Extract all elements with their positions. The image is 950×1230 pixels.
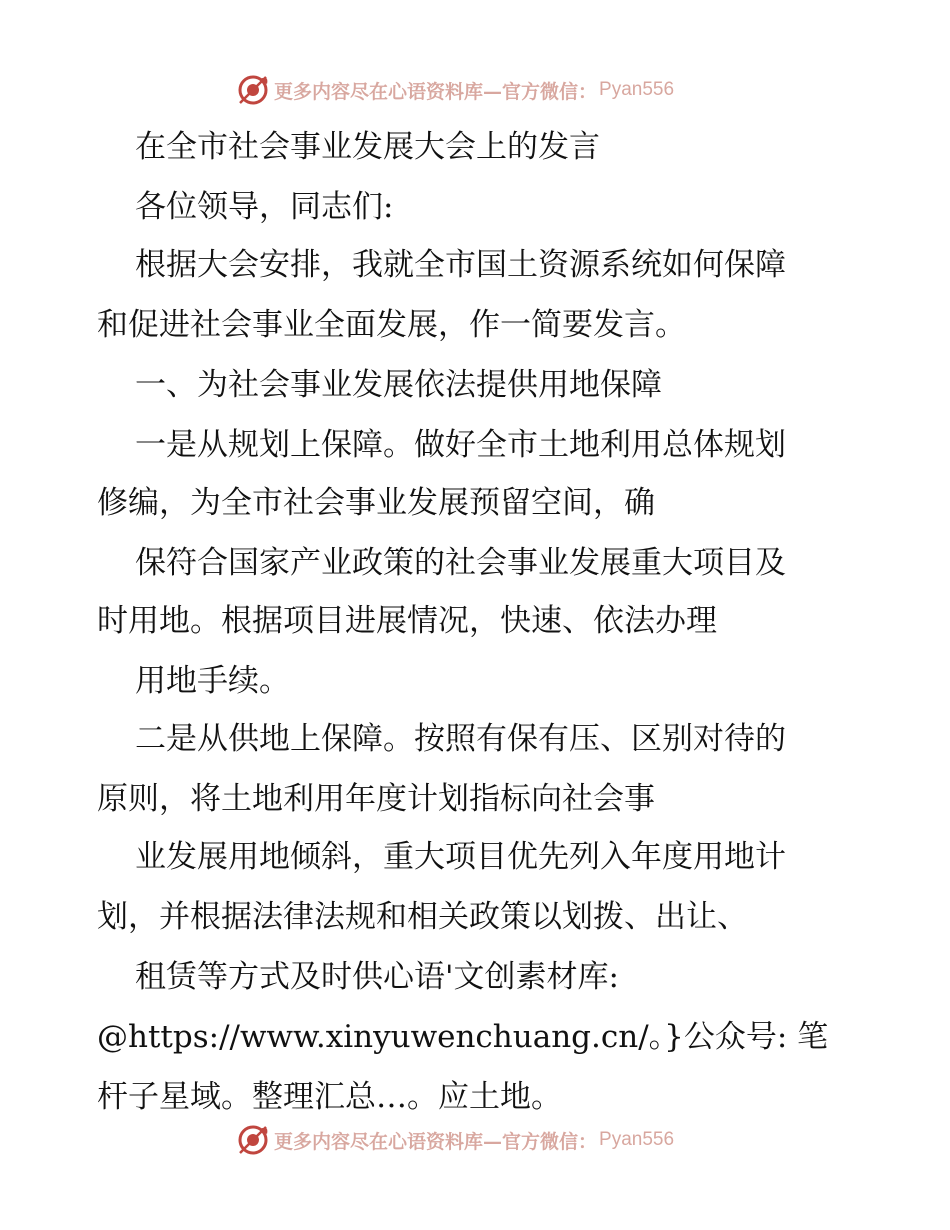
paragraph-line: 用地手续。 (135, 663, 290, 699)
paragraph-line: 划，并根据法律法规和相关政策以划拨、出让、 (97, 899, 748, 935)
paragraph-line: 二是从供地上保障。按照有保有压、区别对待的 (135, 721, 786, 757)
salutation: 各位领导，同志们: (135, 189, 394, 225)
watermark-wechat-id: Pyan556 (599, 79, 675, 100)
paragraph-line: 修编，为全市社会事业发展预留空间，确 (97, 485, 655, 521)
paragraph-line: 租赁等方式及时供心语'文创素材库: (135, 959, 619, 995)
paragraph-line-url: @https://www.xinyuwenchuang.cn/。}公众号: 笔 (97, 1019, 829, 1055)
paragraph-line: 一是从规划上保障。做好全市土地利用总体规划 (135, 427, 786, 463)
watermark-wechat-id: Pyan556 (599, 1129, 675, 1150)
quill-seal-icon (236, 73, 270, 107)
paragraph-line: 时用地。根据项目进展情况，快速、依法办理 (97, 603, 717, 639)
paragraph-line: 根据大会安排，我就全市国土资源系统如何保障 (135, 247, 786, 283)
paragraph-line: 保符合国家产业政策的社会事业发展重大项目及 (135, 545, 786, 581)
footer-watermark (236, 1122, 674, 1158)
paragraph-line: 杆子星域。整理汇总…。应土地。 (97, 1079, 562, 1115)
quill-seal-icon (236, 1123, 270, 1157)
paragraph-line: 业发展用地倾斜，重大项目优先列入年度用地计 (135, 839, 786, 875)
watermark-text: 更多内容尽在心语资料库—官方微信： (274, 80, 598, 103)
document-title: 在全市社会事业发展大会上的发言 (135, 129, 600, 165)
header-watermark (236, 72, 674, 108)
watermark-text: 更多内容尽在心语资料库—官方微信： (274, 1130, 598, 1153)
paragraph-line: 原则，将土地利用年度计划指标向社会事 (97, 781, 655, 817)
section-heading: 一、为社会事业发展依法提供用地保障 (135, 367, 662, 403)
paragraph-line: 和促进社会事业全面发展，作一简要发言。 (97, 307, 686, 343)
